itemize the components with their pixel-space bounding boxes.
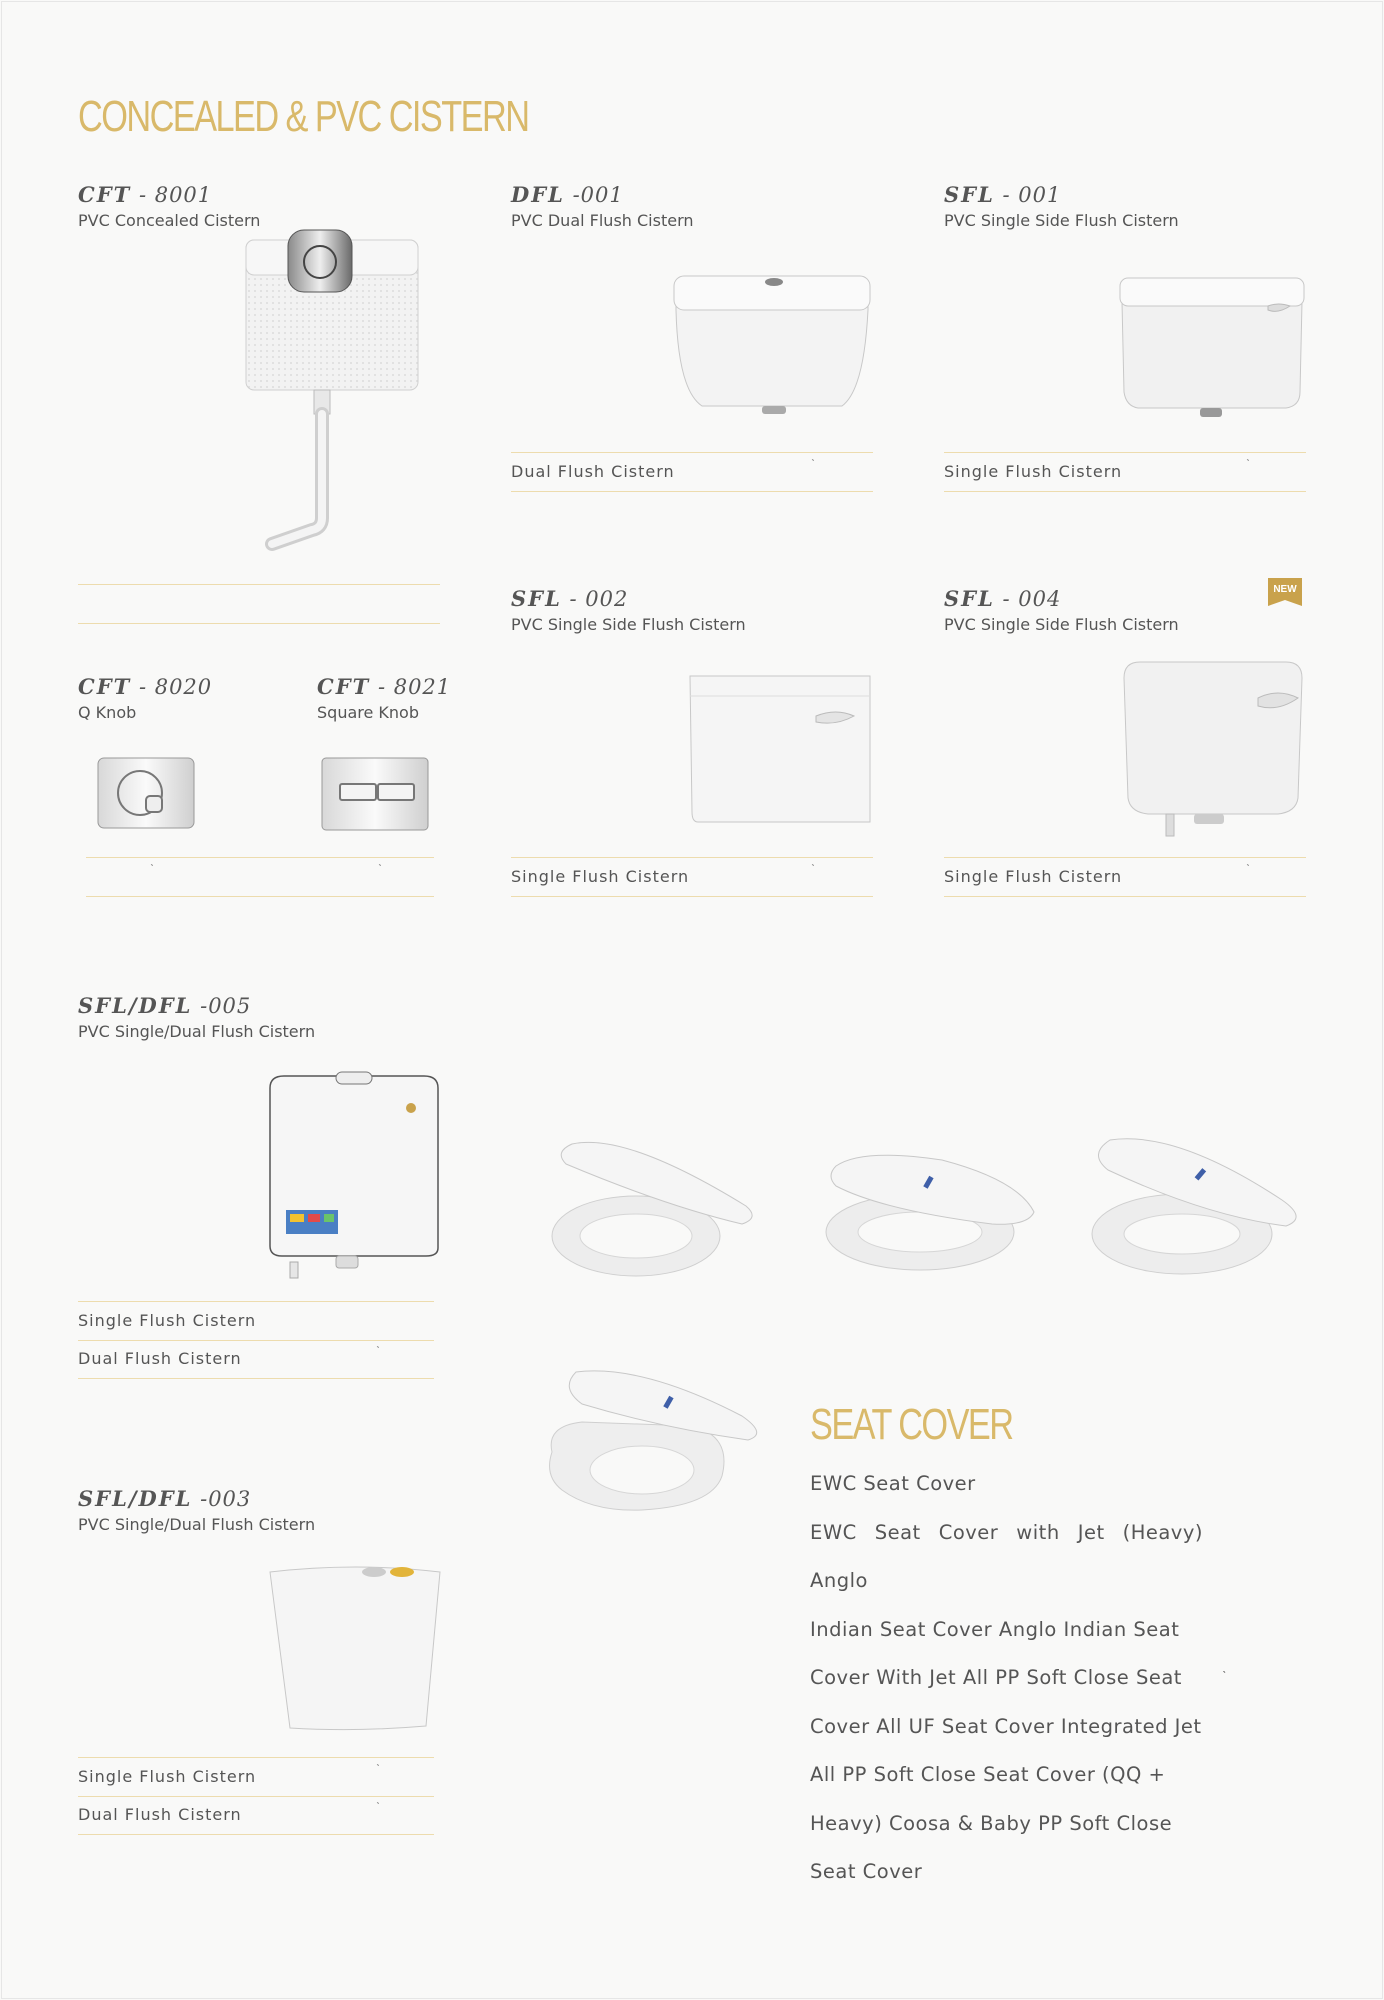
seat-cover-line: Indian Seat Cover Anglo Indian Seat — [810, 1617, 1180, 1641]
single-flush-cistern-image — [686, 672, 876, 830]
product-row — [78, 1301, 434, 1341]
product-subtitle: PVC Concealed Cistern — [78, 211, 261, 230]
product-row — [944, 452, 1306, 492]
product-subtitle: PVC Single/Dual Flush Cistern — [78, 1022, 316, 1041]
seat-cover-line: EWC Seat Cover with Jet (Heavy) Anglo — [810, 1520, 1203, 1592]
q-knob-plate-image — [96, 756, 198, 832]
product-row — [78, 584, 440, 624]
product-subtitle: PVC Dual Flush Cistern — [511, 211, 694, 230]
single-flush-cistern-image — [1118, 272, 1308, 422]
product-row — [78, 1340, 434, 1379]
section-title-cistern: CONCEALED & PVC CISTERN — [78, 92, 529, 141]
single-flush-cistern-image — [1118, 658, 1308, 838]
product-subtitle: PVC Single Side Flush Cistern — [944, 211, 1179, 230]
new-badge-text: NEW — [1273, 584, 1297, 595]
tick-mark: ˋ — [376, 1762, 380, 1776]
tick-mark: ˋ — [150, 862, 154, 876]
section-title-seat-cover: SEAT COVER — [810, 1400, 1013, 1449]
tick-mark: ˋ — [376, 1800, 380, 1814]
row-label: Single Flush Cistern — [944, 462, 1123, 481]
product-subtitle: Q Knob — [78, 703, 137, 722]
product-subtitle: Square Knob — [317, 703, 419, 722]
seat-cover-list — [810, 1460, 1203, 1897]
single-dual-flush-cistern-image — [266, 1560, 444, 1736]
new-badge — [1266, 576, 1306, 610]
product-code: SFL/DFL -005 — [78, 993, 252, 1018]
tick-mark: ˋ — [1246, 457, 1250, 471]
row-label: Single Flush Cistern — [944, 867, 1123, 886]
seat-cover-line: All PP Soft Close Seat Cover (QQ + — [810, 1763, 1166, 1786]
product-subtitle: PVC Single Side Flush Cistern — [944, 615, 1179, 634]
tick-mark: ˋ — [378, 862, 382, 876]
product-row — [78, 1796, 434, 1835]
single-dual-flush-cistern-image — [266, 1068, 442, 1280]
product-row — [511, 452, 873, 492]
tick-mark: ˋ — [1222, 1668, 1227, 1684]
product-row — [944, 857, 1306, 897]
square-knob-plate-image — [318, 756, 432, 832]
product-row — [78, 1757, 434, 1797]
tick-mark: ˋ — [811, 457, 815, 471]
seat-cover-image — [1086, 1134, 1308, 1280]
tick-mark: ˋ — [811, 862, 815, 876]
seat-cover-line: EWC Seat Cover — [810, 1472, 976, 1495]
row-label: Dual Flush Cistern — [78, 1805, 242, 1824]
tick-mark: ˋ — [376, 1344, 380, 1358]
product-code: CFT - 8001 — [78, 182, 213, 207]
product-code: SFL/DFL -003 — [78, 1486, 252, 1511]
product-row — [86, 857, 434, 897]
seat-cover-image — [542, 1366, 770, 1518]
product-code: CFT - 8020 — [78, 674, 213, 699]
row-label: Dual Flush Cistern — [78, 1349, 242, 1368]
row-label: Single Flush Cistern — [511, 867, 690, 886]
tick-mark: ˋ — [1246, 862, 1250, 876]
row-label: Dual Flush Cistern — [511, 462, 675, 481]
row-label: Single Flush Cistern — [78, 1311, 257, 1330]
product-code: SFL - 002 — [511, 586, 629, 611]
seat-cover-image — [822, 1146, 1038, 1276]
product-code: SFL - 001 — [944, 182, 1062, 207]
row-label: Single Flush Cistern — [78, 1767, 257, 1786]
seat-cover-image — [546, 1136, 768, 1282]
dual-flush-cistern-image — [672, 270, 876, 420]
seat-cover-line: Cover With Jet All PP Soft Close Seat — [810, 1666, 1182, 1689]
product-code: CFT - 8021 — [317, 674, 452, 699]
product-subtitle: PVC Single Side Flush Cistern — [511, 615, 746, 634]
product-code: SFL - 004 — [944, 586, 1062, 611]
concealed-cistern-image — [240, 228, 440, 558]
product-subtitle: PVC Single/Dual Flush Cistern — [78, 1515, 316, 1534]
seat-cover-line: Cover All UF Seat Cover Integrated Jet — [810, 1714, 1202, 1738]
product-row — [511, 857, 873, 897]
seat-cover-line: Heavy) Coosa & Baby PP Soft Close — [810, 1811, 1173, 1835]
seat-cover-line: Seat Cover — [810, 1860, 923, 1883]
product-code: DFL -001 — [511, 182, 624, 207]
